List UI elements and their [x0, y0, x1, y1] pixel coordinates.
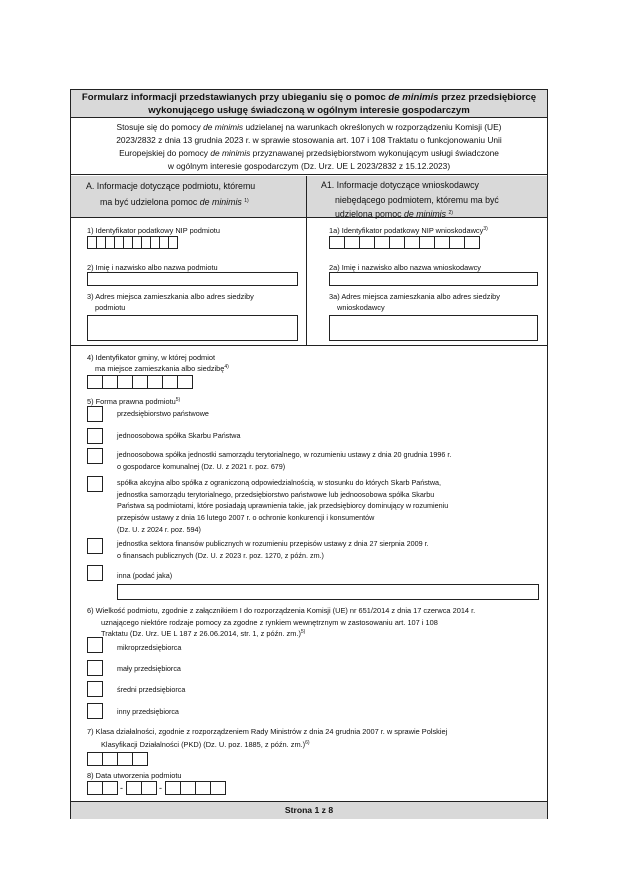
size-checkbox-medium[interactable] — [87, 681, 103, 697]
form-title: Formularz informacji przedstawianych przy ubieganiu się o pomoc de minimis przez przedsiębiorcę wykonującego usługę świadczoną w ogólnym interesie gospodarczym — [71, 90, 547, 118]
applicant-address-label: 3a) Adres miejsca zamieszkania albo adres siedziby wnioskodawcy — [329, 292, 500, 312]
legal-form-option-1: przedsiębiorstwo państwowe — [117, 409, 209, 418]
pkd-label: 7) Klasa działalności, zgodnie z rozporządzeniem Rady Ministrów z dnia 24 grudnia 2007 r. w sprawie Polskiej Klasyfikacji Działalności (PKD) (Dz. U. poz. 1885, z późn. zm.)$^{6)}$ — [87, 727, 448, 749]
legal-form-other-input[interactable] — [117, 584, 539, 600]
pkd-input[interactable] — [87, 752, 147, 766]
nip-applicant-label: 1a) Identyfikator podatkowy NIP wnioskodawcy$^{3)}$ — [329, 226, 488, 235]
size-option-other: inny przedsiębiorca — [117, 707, 179, 716]
company-size-label: 6) Wielkość podmiotu, zgodnie z załącznikiem I do rozporządzenia Komisji (UE) nr 651/2014 z dnia 17 czerwca 2014 r. uznającego niektóre rodzaje pomocy za zgodne z rynkiem wewnętrznym w zastosowaniu art. 107 i 108 Traktatu (Dz. Urz. UE L 187 z 26.06.2014, str. 1, z późn. zm.)$^{5)}$ — [87, 606, 476, 638]
name-label: 2) Imię i nazwisko albo nazwa podmiotu — [87, 263, 218, 272]
address-label: 3) Adres miejsca zamieszkania albo adres siedziby podmiotu — [87, 292, 254, 312]
size-checkbox-micro[interactable] — [87, 637, 103, 653]
legal-form-checkbox-1[interactable] — [87, 406, 103, 422]
creation-date-label: 8) Data utworzenia podmiotu — [87, 771, 182, 780]
size-option-medium: średni przedsiębiorca — [117, 685, 186, 694]
size-option-micro: mikroprzedsiębiorca — [117, 643, 182, 652]
page-number: Strona 1 z 8 — [71, 801, 547, 819]
legal-form-checkbox-5[interactable] — [87, 538, 103, 554]
legal-form-label: 5) Forma prawna podmiotu$^{5)}$ — [87, 397, 181, 406]
applicant-address-input[interactable] — [329, 315, 538, 341]
legal-form-option-5: jednostka sektora finansów publicznych w rozumieniu przepisów ustawy z dnia 27 sierpnia 2009 r. o finansach publicznych (Dz. U. z 2023 r. poz. 1270, z późn. zm.) — [117, 539, 429, 560]
legal-form-checkbox-6[interactable] — [87, 565, 103, 581]
column-divider — [306, 218, 307, 345]
nip-input[interactable] — [87, 236, 177, 249]
section-a-header: A. Informacje dotyczące podmiotu, któremu ma być udzielona pomoc de minimis $^{1)}$ — [71, 176, 307, 218]
legal-form-option-2: jednoosobowa spółka Skarbu Państwa — [117, 431, 241, 440]
form-intro: Stosuje się do pomocy de minimis udzielanej na warunkach określonych w rozporządzeniu Komisji (UE) 2023/2832 z dnia 13 grudnia 2023 r. w sprawie stosowania art. 107 i 108 Traktatu o funkcjonowaniu Unii Europejskiej do pomocy de minimis przyznawanej przedsiębiorstwom wykonującym usługi świadczone w ogólnym interesie gospodarczym (Dz. Urz. UE L 2023/2832 z 15.12.2023) — [71, 119, 547, 175]
address-input[interactable] — [87, 315, 298, 341]
name-input[interactable] — [87, 272, 298, 286]
creation-date-input[interactable]: - - — [87, 781, 225, 795]
legal-form-checkbox-3[interactable] — [87, 448, 103, 464]
nip-label: 1) Identyfikator podatkowy NIP podmiotu — [87, 226, 220, 235]
section-divider — [71, 345, 547, 346]
size-checkbox-small[interactable] — [87, 660, 103, 676]
municipality-label: 4) Identyfikator gminy, w której podmiot ma miejsce zamieszkania albo siedzibę$^{4)}$ — [87, 353, 229, 373]
size-option-small: mały przedsiębiorca — [117, 664, 181, 673]
legal-form-option-6: inna (podać jaka) — [117, 571, 173, 580]
applicant-name-input[interactable] — [329, 272, 538, 286]
section-a1-header: A1. Informacje dotyczące wnioskodawcy niebędącego podmiotem, któremu ma być udzielona pomoc de minimis $^{2)}$ — [307, 176, 547, 218]
legal-form-checkbox-2[interactable] — [87, 428, 103, 444]
size-checkbox-other[interactable] — [87, 703, 103, 719]
legal-form-option-4: spółka akcyjna albo spółka z ograniczoną odpowiedzialnością, w stosunku do których Skarb Państwa, jednostka samorządu terytorialnego, przedsiębiorstwo państwowe lub jednoosobowa spółka Skarbu Państwa są podmiotami, które posiadają uprawnienia takie, jak przedsiębiorcy dominujący w rozumieniu przepisów ustawy z dnia 16 lutego 2007 r. o ochronie konkurencji i konsumentów (Dz. U. z 2024 r. poz. 594) — [117, 478, 449, 534]
municipality-input[interactable] — [87, 375, 192, 389]
applicant-name-label: 2a) Imię i nazwisko albo nazwa wnioskodawcy — [329, 263, 481, 272]
nip-applicant-input[interactable] — [329, 236, 479, 249]
legal-form-option-3: jednoosobowa spółka jednostki samorządu terytorialnego, w rozumieniu ustawy z dnia 20 grudnia 1996 r. o gospodarce komunalnej (Dz. U. z 2021 r. poz. 679) — [117, 450, 452, 471]
legal-form-checkbox-4[interactable] — [87, 476, 103, 492]
